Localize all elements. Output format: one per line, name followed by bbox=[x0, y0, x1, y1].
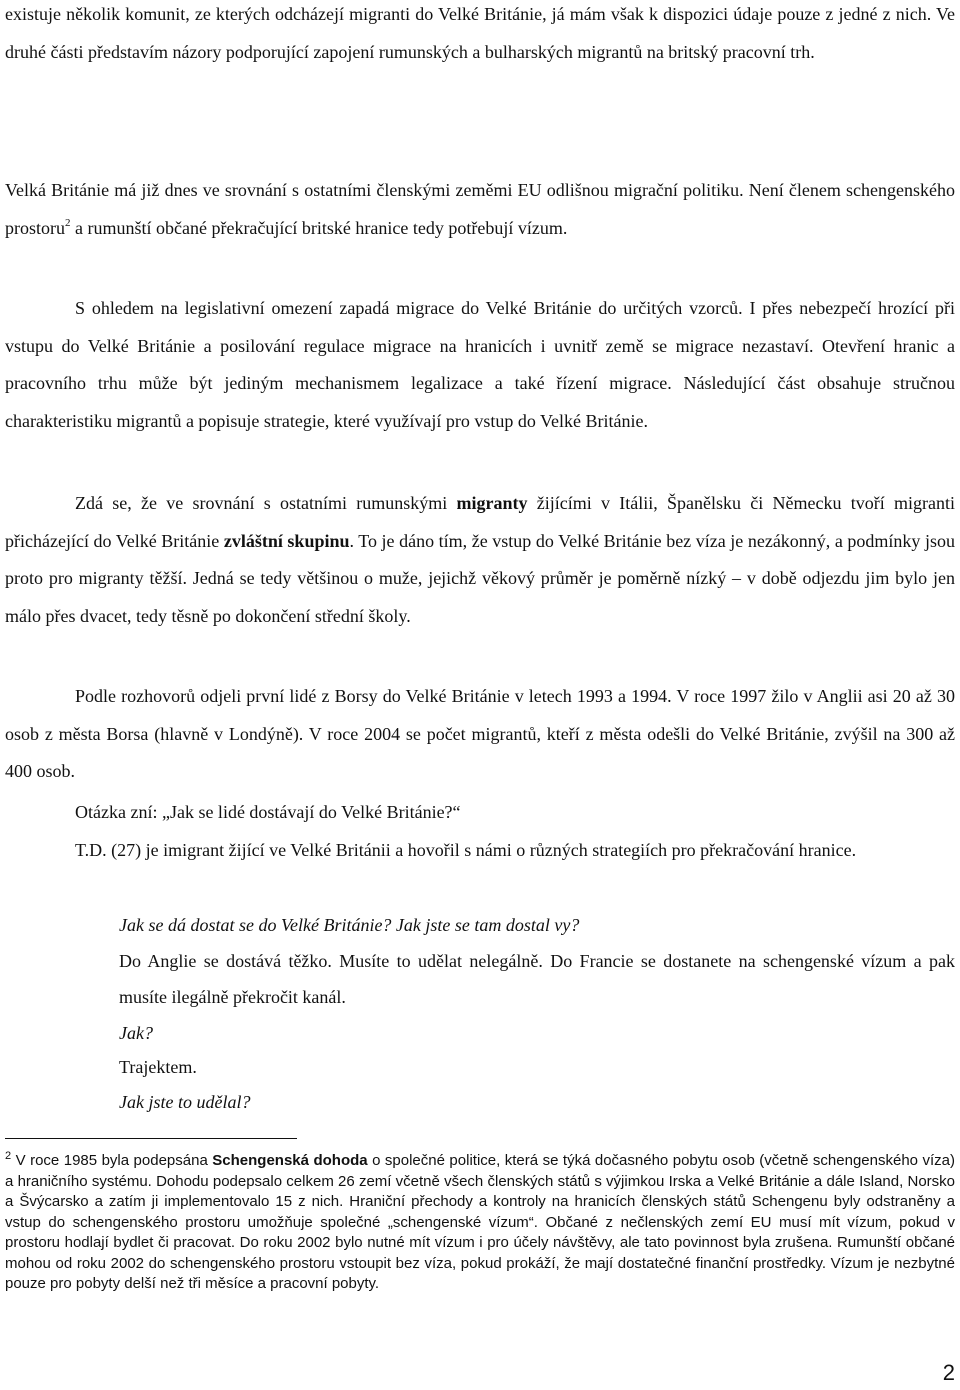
paragraph-intro-text: existuje několik komunit, ze kterých odcházejí migranti do Velké Británie, já mám však k dispozici údaje pouze z jedné z nich. Ve druhé části představím názory podporující zapojení rumunských a bulharských migrantů na britský pracovní trh. bbox=[5, 4, 955, 62]
dialogue-answer-1: Do Anglie se dostává těžko. Musíte to udělat nelegálně. Do Francie se dostanete na schengenské vízum a pak musíte ilegálně překročit kanál. bbox=[119, 951, 955, 1007]
footnote-bold-term: Schengenská dohoda bbox=[212, 1152, 368, 1169]
paragraph-borsa-history-text: Podle rozhovorů odjeli první lidé z Borsy do Velké Británie v letech 1993 a 1994. V roce 1997 žilo v Anglii asi 20 až 30 osob z města Borsa (hlavně v Londýně). V roce 2004 se počet migrantů, kteří z města odešli do Velké Británie, zvýšil na 300 až 400 osob. bbox=[5, 686, 955, 781]
paragraph-interviewee bbox=[5, 832, 955, 870]
document-page bbox=[5, 0, 955, 1390]
paragraph-migrant-group-text-b: žijícími v Itálii, Španělsku či Německu tvoří migranti přicházející do Velké Británie bbox=[5, 493, 955, 551]
paragraph-question bbox=[5, 794, 955, 832]
bold-term-migranty: migranty bbox=[456, 493, 528, 513]
footnote-text-a: V roce 1985 byla podepsána bbox=[11, 1152, 213, 1169]
bold-term-special-group: zvláštní skupinu bbox=[223, 530, 350, 551]
paragraph-interviewee-text: T.D. (27) je imigrant žijící ve Velké Británii a hovořil s námi o různých strategiích pro překračování hranice. bbox=[75, 840, 857, 860]
footnote-mark: 2 bbox=[5, 1150, 12, 1162]
footnote-reference[interactable]: 2 bbox=[65, 216, 71, 229]
paragraph-legislative-limits bbox=[5, 290, 955, 440]
paragraph-migration-policy-text-b: a rumunští občané překračující britské hranice tedy potřebují vízum. bbox=[70, 217, 568, 238]
paragraph-intro bbox=[5, 0, 955, 71]
page-number: 2 bbox=[942, 1360, 955, 1385]
paragraph-migration-policy bbox=[5, 172, 955, 247]
paragraph-migrant-group bbox=[5, 485, 955, 635]
dialogue-answer-2: Trajektem. bbox=[119, 1057, 197, 1077]
paragraph-migration-policy-text-a: Velká Británie má již dnes ve srovnání s ostatními členskými zeměmi EU odlišnou migrační politiku. Není členem schengenského prostoru bbox=[5, 180, 955, 238]
paragraph-legislative-limits-text: S ohledem na legislativní omezení zapadá migrace do Velké Británie do určitých vzorců. I přes nebezpečí hrozící při vstupu do Velké Británie a posilování regulace migrace na hranicích i uvnitř země se migrace nezastaví. Otevření hranic a pracovního trhu může být jediným mechanismem legalizace a také řízení migrace. Následující část obsahuje stručnou charakteristiku migrantů a popisuje strategie, které využívají pro vstup do Velké Británie. bbox=[5, 298, 955, 431]
footnote bbox=[5, 1151, 955, 1295]
dialogue-question-1: Jak se dá dostat se do Velké Británie? Jak jste se tam dostal vy? bbox=[119, 915, 580, 935]
paragraph-borsa-history bbox=[5, 678, 955, 791]
footnote-text-b: o společné politice, která se týká dočasného pobytu osob (včetně schengenského víza) a hraničního systému. Dohodu podepsalo celkem 26 zemí včetně všech členských států s výjimkou Irska a Velké Británie a dále Island, Norsko a Švýcarsko a zatím ji implementovalo 15 z nich. Hraniční přechody a kontroly na hranicích členských států Schengenu byly odstraněny a vstup do schengenského prostoru umožňuje společné „schengenské vízum“. Občané z nečlenských zemí EU musí mít vízum, pokud v prostoru hodlají bydlet či pracovat. Do roku 2002 bylo nutné mít vízum i pro účely návštěvy, ale tato povinnost byla zrušena. Rumunští občané mohou od roku 2002 do schengenského prostoru vstoupit bez víza, pokud prokáží, že mají dostatečné finanční prostředky. Vízum je nezbytné pouze pro pobyty delší než tři měsíce a pracovní pobyty. bbox=[5, 1152, 955, 1292]
paragraph-question-text: Otázka zní: „Jak se lidé dostávají do Velké Británie?“ bbox=[75, 802, 461, 822]
paragraph-migrant-group-text-a: Zdá se, že ve srovnání s ostatními rumunskými bbox=[75, 493, 457, 513]
dialogue-question-2: Jak? bbox=[119, 1023, 153, 1043]
footnote-divider bbox=[5, 1138, 297, 1139]
dialogue-question-3: Jak jste to udělal? bbox=[119, 1092, 251, 1112]
paragraph-migrant-group-text-c: . To je dáno tím, že vstup do Velké Británie bez víza je nezákonný, a podmínky jsou proto pro migranty těžší. Jedná se tedy většinou o muže, jejichž věkový průměr je poměrně nízký – v době odjezdu jim bylo jen málo přes dvacet, tedy těsně po dokončení střední školy. bbox=[5, 530, 956, 626]
